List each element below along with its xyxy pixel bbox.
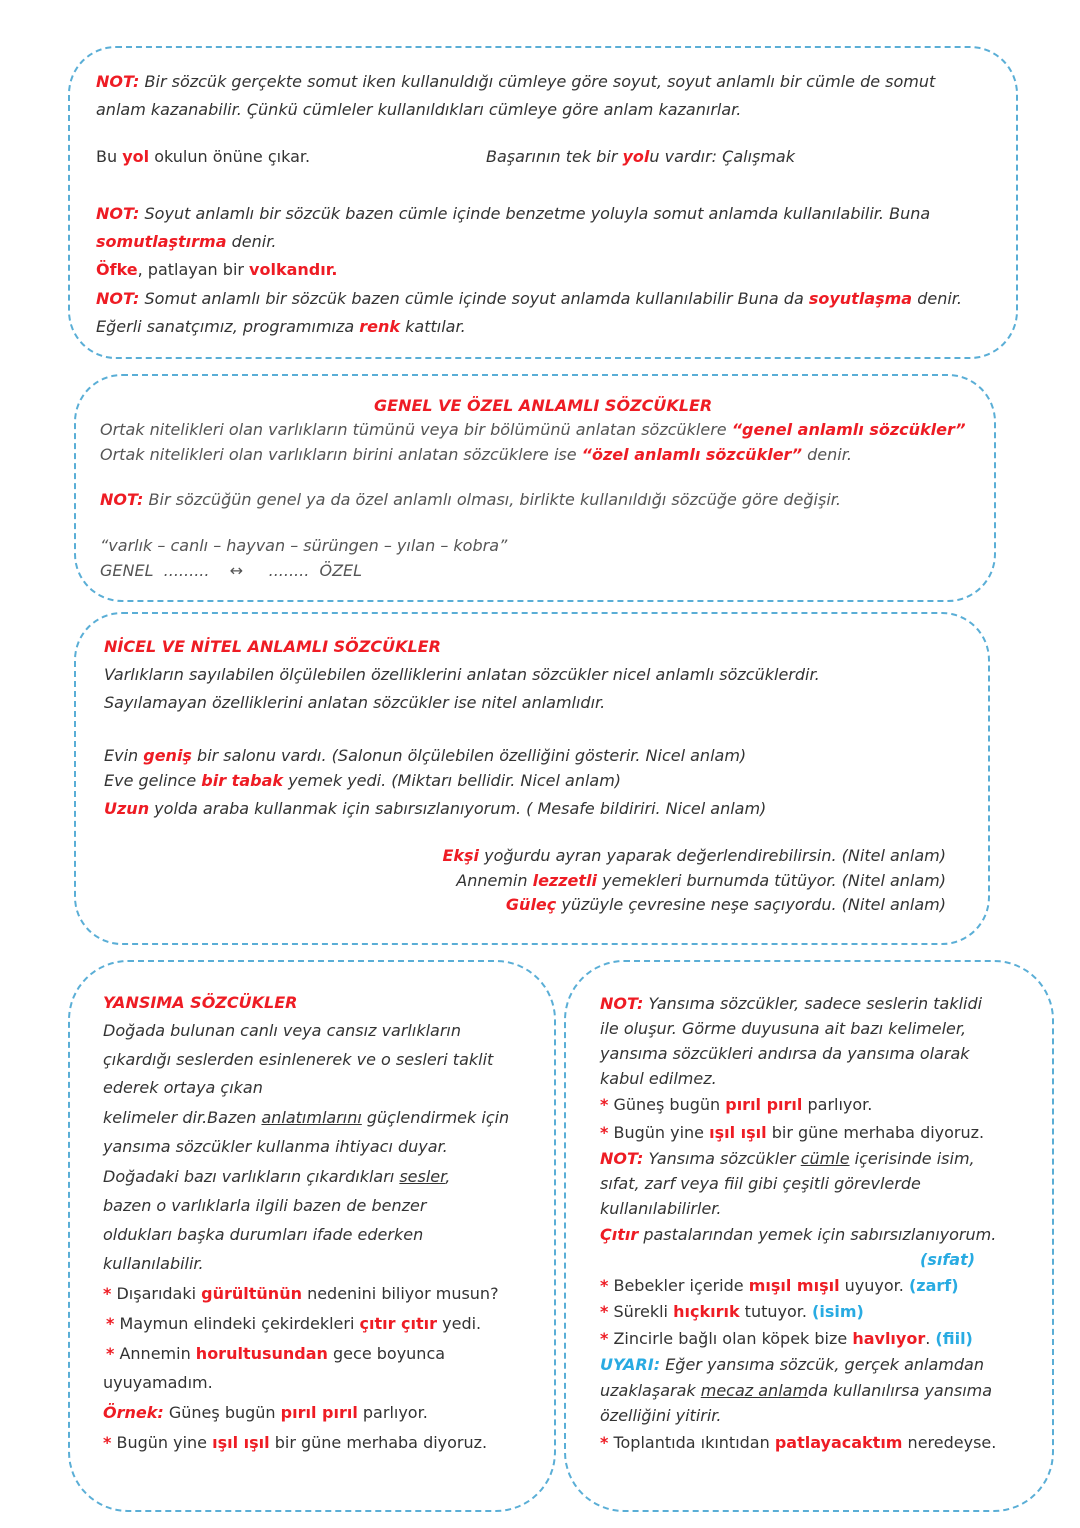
text-line: yansıma sözcükleri andırsa da yansıma olarak bbox=[600, 1044, 970, 1063]
example-sentence: * Bugün yine ışıl ışıl bir güne merhaba diyoruz. bbox=[600, 1123, 985, 1142]
text-line: sıfat, zarf veya fiil gibi çeşitli görevlerde bbox=[600, 1174, 921, 1193]
example-sentence: Ekşi yoğurdu ayran yaparak değerlendirebilirsin. (Nitel anlam) bbox=[442, 846, 946, 865]
word-chain: “varlık – canlı – hayvan – sürüngen – yılan – kobra” bbox=[100, 536, 508, 555]
highlight-word: soyutlaşma bbox=[808, 289, 913, 308]
example-sentence: Eve gelince bir tabak yemek yedi. (Miktarı bellidir. Nicel anlam) bbox=[104, 771, 622, 790]
highlight-word: yol bbox=[122, 147, 150, 166]
bullet-star: * bbox=[600, 1433, 609, 1452]
text-line: kullanılabilirler. bbox=[600, 1199, 722, 1218]
bullet-star: * bbox=[600, 1276, 609, 1295]
highlight-word: pırıl pırıl bbox=[725, 1095, 803, 1114]
example-sentence: * Maymun elindeki çekirdekleri çıtır çıtır yedi. bbox=[106, 1314, 482, 1333]
note-label: NOT: bbox=[100, 490, 144, 509]
note-label: NOT: bbox=[96, 289, 140, 308]
bullet-star: * bbox=[106, 1344, 115, 1363]
text-line: anlam kazanabilir. Çünkü cümleler kullanıldıkları cümleye göre anlam kazanırlar. bbox=[96, 100, 742, 119]
note-label: NOT: bbox=[600, 1149, 644, 1168]
text-line: Doğada bulunan canlı veya cansız varlıkların bbox=[103, 1021, 461, 1040]
word-type-tag: (fiil) bbox=[935, 1329, 973, 1348]
example-sentence: * Annemin horultusundan gece boyunca bbox=[106, 1344, 446, 1363]
highlight-word: pırıl pırıl bbox=[280, 1403, 358, 1422]
text-line: kelimeler dir.Bazen anlatımlarını güçlendirmek için bbox=[103, 1108, 510, 1127]
text-line: bazen o varlıklarla ilgili bazen de benzer bbox=[103, 1196, 427, 1215]
underlined-word: cümle bbox=[800, 1149, 850, 1168]
example-sentence: * Sürekli hıçkırık tutuyor. (isim) bbox=[600, 1302, 864, 1321]
note-label: NOT: bbox=[600, 994, 644, 1013]
text-line: kabul edilmez. bbox=[600, 1069, 717, 1088]
section-title: GENEL VE ÖZEL ANLAMLI SÖZCÜKLER bbox=[374, 396, 713, 415]
highlight-word: havlıyor bbox=[852, 1329, 926, 1348]
example-sentence: Başarının tek bir yolu vardır: Çalışmak bbox=[486, 147, 795, 166]
note-line: NOT: Bir sözcük gerçekte somut iken kullanuldığı cümleye göre soyut, soyut anlamlı bir cümle de somut bbox=[96, 72, 936, 91]
example-sentence: * Toplantıda ıkıntıdan patlayacaktım neredeyse. bbox=[600, 1433, 997, 1452]
example-sentence: Örnek: Güneş bugün pırıl pırıl parlıyor. bbox=[103, 1403, 428, 1422]
bullet-star: * bbox=[600, 1095, 609, 1114]
example-sentence: Güleç yüzüyle çevresine neşe saçıyordu. (Nitel anlam) bbox=[505, 895, 946, 914]
example-sentence: * Bebekler içeride mışıl mışıl uyuyor. (zarf) bbox=[600, 1276, 959, 1295]
highlight-word: bir tabak bbox=[201, 771, 283, 790]
text-line: Varlıkların sayılabilen ölçülebilen özelliklerini anlatan sözcükler nicel anlamlı sözcüklerdir. bbox=[104, 665, 820, 684]
bullet-star: * bbox=[600, 1302, 609, 1321]
example-sentence: Annemin lezzetli yemekleri burnumda tütüyor. (Nitel anlam) bbox=[456, 871, 946, 890]
example-sentence: * Dışarıdaki gürültünün nedenini biliyor musun? bbox=[103, 1284, 499, 1303]
highlight-word: çıtır çıtır bbox=[359, 1314, 438, 1333]
example-sentence: * Bugün yine ışıl ışıl bir güne merhaba diyoruz. bbox=[103, 1433, 488, 1452]
text-line: çıkardığı seslerden esinlenerek ve o sesleri taklit bbox=[103, 1050, 494, 1069]
text-line: Doğadaki bazı varlıkların çıkardıkları sesler, bbox=[103, 1167, 451, 1186]
example-sentence: Çıtır pastalarından yemek için sabırsızlanıyorum. bbox=[600, 1225, 997, 1244]
highlight-word: Uzun bbox=[104, 799, 150, 818]
highlight-word: Güleç bbox=[505, 895, 557, 914]
bullet-star: * bbox=[103, 1433, 112, 1452]
example-sentence: * Zincirle bağlı olan köpek bize havlıyor. (fiil) bbox=[600, 1329, 973, 1348]
highlight-term: “genel anlamlı sözcükler” bbox=[731, 420, 966, 439]
example-sentence: Eğerli sanatçımız, programımıza renk kattılar. bbox=[96, 317, 466, 336]
highlight-word: Çıtır bbox=[600, 1225, 639, 1244]
highlight-word: geniş bbox=[143, 746, 192, 765]
note-line: NOT: Yansıma sözcükler cümle içerisinde isim, bbox=[600, 1149, 975, 1168]
text-line: Sayılamayan özelliklerini anlatan sözcükler ise nitel anlamlıdır. bbox=[104, 693, 606, 712]
note-line: NOT: Somut anlamlı bir sözcük bazen cümle içinde soyut anlamda kullanılabilir Buna da soyutlaşma denir. bbox=[96, 289, 962, 308]
text-line: somutlaştırma denir. bbox=[96, 232, 277, 251]
underlined-word: mecaz anlam bbox=[700, 1381, 809, 1400]
highlight-word: hıçkırık bbox=[673, 1302, 740, 1321]
text-line: uyuyamadım. bbox=[103, 1373, 213, 1392]
highlight-word: somutlaştırma bbox=[96, 232, 227, 251]
bullet-star: * bbox=[103, 1284, 112, 1303]
highlight-word: ışıl ışıl bbox=[709, 1123, 767, 1142]
underlined-word: anlatımlarını bbox=[261, 1108, 362, 1127]
highlight-word: ışıl ışıl bbox=[212, 1433, 270, 1452]
example-sentence: Bu yol okulun önüne çıkar. bbox=[96, 147, 311, 166]
text-line: yansıma sözcükler kullanma ihtiyacı duyar. bbox=[103, 1137, 448, 1156]
underlined-word: sesler bbox=[399, 1167, 446, 1186]
section-title: YANSIMA SÖZCÜKLER bbox=[103, 993, 298, 1012]
text-line: ederek ortaya çıkan bbox=[103, 1078, 263, 1097]
note-box-concrete-abstract bbox=[68, 46, 1018, 359]
example-label: Örnek: bbox=[103, 1403, 164, 1422]
example-sentence: * Güneş bugün pırıl pırıl parlıyor. bbox=[600, 1095, 873, 1114]
text-line: oldukları başka durumları ifade ederken bbox=[103, 1225, 424, 1244]
example-sentence: Uzun yolda araba kullanmak için sabırsızlanıyorum. ( Mesafe bildiriri. Nicel anlam) bbox=[104, 799, 767, 818]
highlight-word: horultusundan bbox=[195, 1344, 328, 1363]
bullet-star: * bbox=[600, 1329, 609, 1348]
text-line: uzaklaşarak mecaz anlamda kullanılırsa yansıma bbox=[600, 1381, 993, 1400]
text-line: Ortak nitelikleri olan varlıkların birini anlatan sözcüklere ise “özel anlamlı sözcükler” denir. bbox=[100, 445, 852, 464]
general-specific-scale: GENEL ......... ↔ ........ ÖZEL bbox=[100, 561, 363, 580]
highlight-word: Ekşi bbox=[442, 846, 480, 865]
word-type-tag: (isim) bbox=[812, 1302, 864, 1321]
bullet-star: * bbox=[600, 1123, 609, 1142]
text-line: ile oluşur. Görme duyusuna ait bazı kelimeler, bbox=[600, 1019, 967, 1038]
note-label: NOT: bbox=[96, 72, 140, 91]
bullet-star: * bbox=[106, 1314, 115, 1333]
section-title: NİCEL VE NİTEL ANLAMLI SÖZCÜKLER bbox=[104, 637, 441, 656]
highlight-word: Öfke bbox=[96, 260, 138, 279]
note-line: NOT: Soyut anlamlı bir sözcük bazen cümle içinde benzetme yoluyla somut anlamda kullanılabilir. Buna bbox=[96, 204, 931, 223]
highlight-word: yol bbox=[622, 147, 650, 166]
word-type-tag: (sıfat) bbox=[920, 1250, 976, 1269]
highlight-term: “özel anlamlı sözcükler” bbox=[581, 445, 803, 464]
highlight-word: mışıl mışıl bbox=[748, 1276, 840, 1295]
warning-line: UYARI: Eğer yansıma sözcük, gerçek anlamdan bbox=[600, 1355, 984, 1374]
highlight-word: patlayacaktım bbox=[774, 1433, 903, 1452]
highlight-word: volkandır. bbox=[249, 260, 338, 279]
text-line: kullanılabilir. bbox=[103, 1254, 204, 1273]
text-line: Ortak nitelikleri olan varlıkların tümünü veya bir bölümünü anlatan sözcüklere “genel anlamlı sözcükler” bbox=[100, 420, 966, 439]
note-line: NOT: Yansıma sözcükler, sadece seslerin taklidi bbox=[600, 994, 983, 1013]
highlight-word: lezzetli bbox=[532, 871, 598, 890]
note-label: NOT: bbox=[96, 204, 140, 223]
note-line: NOT: Bir sözcüğün genel ya da özel anlamlı olması, birlikte kullanıldığı sözcüğe göre değişir. bbox=[100, 490, 841, 509]
example-sentence: Öfke, patlayan bir volkandır. bbox=[96, 260, 338, 279]
example-sentence: Evin geniş bir salonu vardı. (Salonun ölçülebilen özelliğini gösterir. Nicel anlam) bbox=[104, 746, 747, 765]
highlight-word: gürültünün bbox=[201, 1284, 302, 1303]
word-type-tag: (zarf) bbox=[908, 1276, 959, 1295]
text-line: özelliğini yitirir. bbox=[600, 1406, 722, 1425]
highlight-word: renk bbox=[359, 317, 401, 336]
warning-label: UYARI: bbox=[600, 1355, 661, 1374]
